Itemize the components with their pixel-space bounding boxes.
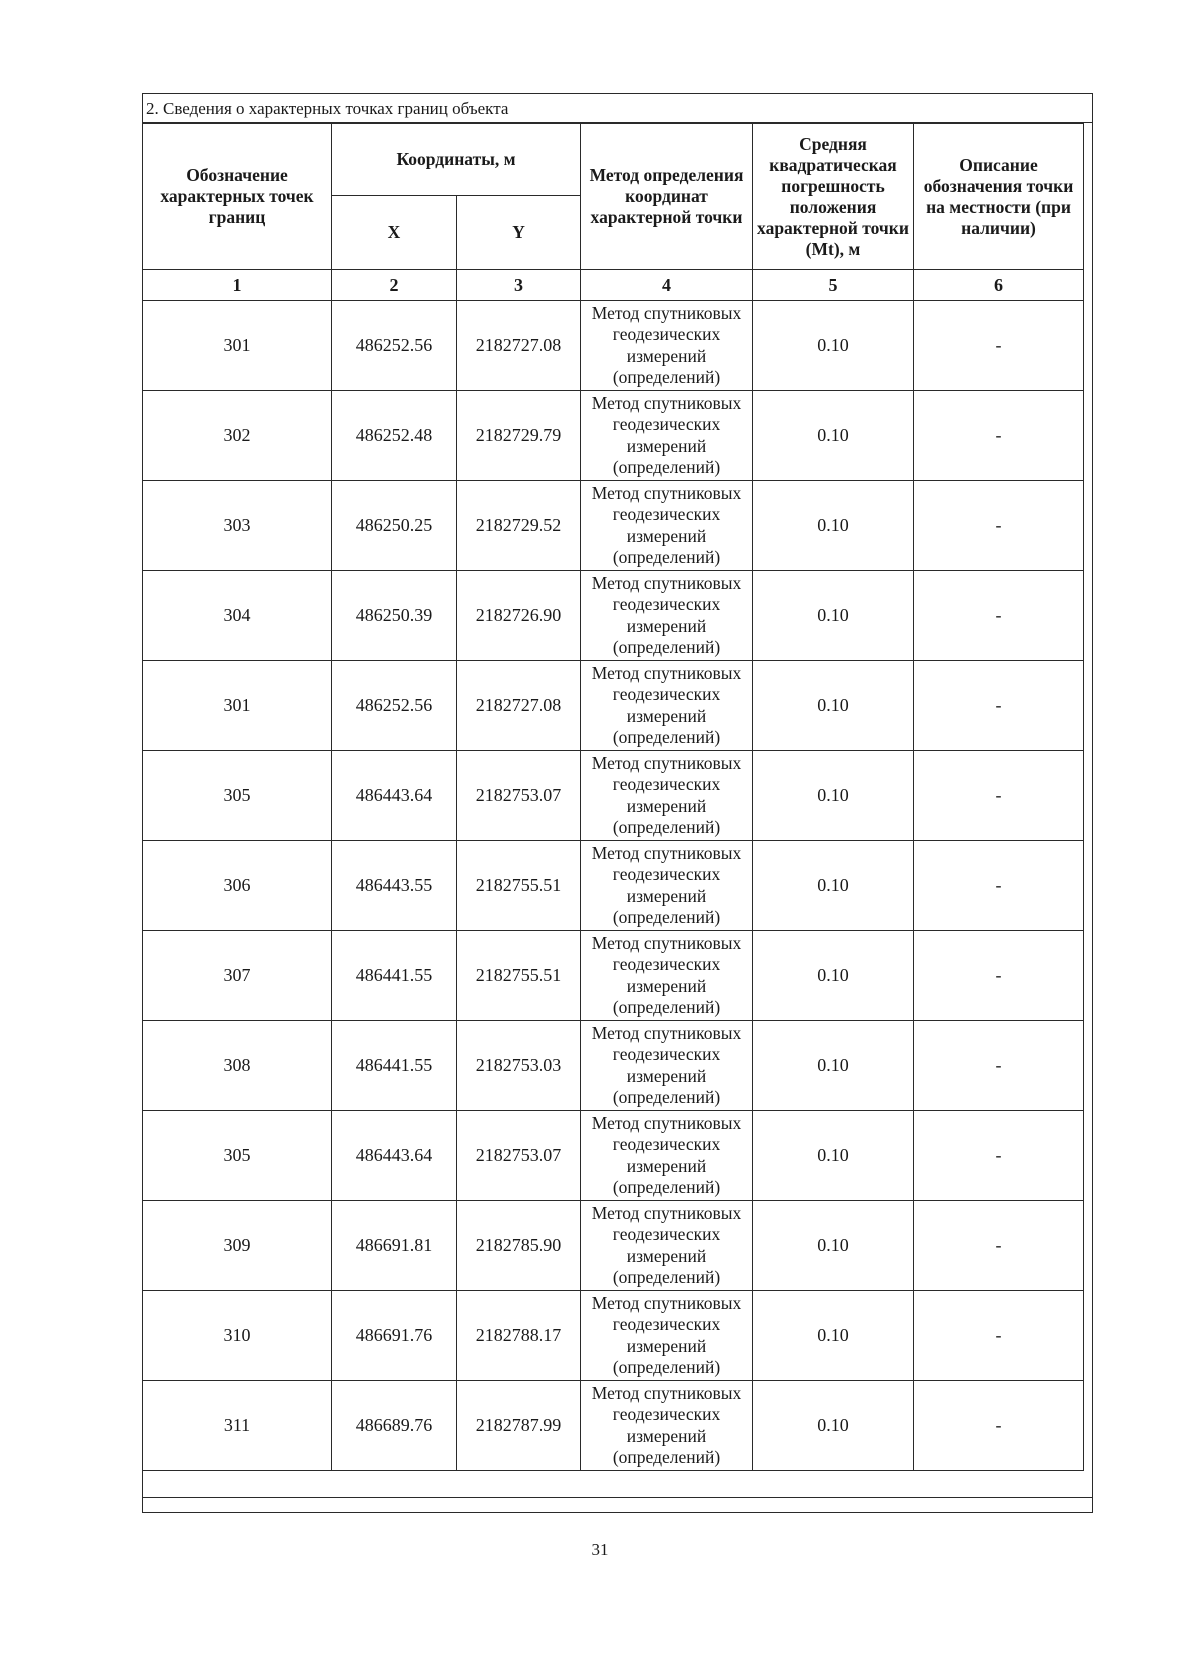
- header-error: Средняя квадратическая погрешность положения характерной точки (Mt), м: [753, 124, 914, 270]
- mt-error: 0.10: [753, 1291, 914, 1381]
- coord-y: 2182787.99: [457, 1381, 581, 1471]
- coord-y: 2182755.51: [457, 931, 581, 1021]
- method: Метод спутниковых геодезических измерений (определений): [581, 931, 753, 1021]
- mt-error: 0.10: [753, 1111, 914, 1201]
- coord-x: 486441.55: [332, 1021, 457, 1111]
- point-id: 305: [143, 751, 332, 841]
- column-numbers-row: [143, 270, 1084, 301]
- description: -: [914, 931, 1084, 1021]
- mt-error: 0.10: [753, 571, 914, 661]
- point-id: 311: [143, 1381, 332, 1471]
- boundary-points-table: [142, 123, 1084, 1471]
- method: Метод спутниковых геодезических измерений (определений): [581, 661, 753, 751]
- description: -: [914, 1021, 1084, 1111]
- header-coordinates: Координаты, м: [332, 124, 581, 196]
- header-designation: Обозначение характерных точек границ: [143, 124, 332, 270]
- column-number: 6: [914, 270, 1084, 301]
- column-number: 1: [143, 270, 332, 301]
- coord-x: 486691.76: [332, 1291, 457, 1381]
- table-row: [143, 661, 1084, 751]
- coord-y: 2182788.17: [457, 1291, 581, 1381]
- point-id: 308: [143, 1021, 332, 1111]
- table-row: [143, 571, 1084, 661]
- mt-error: 0.10: [753, 301, 914, 391]
- table-row: [143, 1291, 1084, 1381]
- table-row: [143, 931, 1084, 1021]
- table-bottom-rule: [142, 1497, 1093, 1498]
- coord-y: 2182726.90: [457, 571, 581, 661]
- coord-y: 2182753.07: [457, 751, 581, 841]
- method: Метод спутниковых геодезических измерений (определений): [581, 571, 753, 661]
- coord-x: 486252.56: [332, 301, 457, 391]
- coord-x: 486443.64: [332, 1111, 457, 1201]
- point-id: 305: [143, 1111, 332, 1201]
- coord-y: 2182755.51: [457, 841, 581, 931]
- method: Метод спутниковых геодезических измерений (определений): [581, 841, 753, 931]
- mt-error: 0.10: [753, 481, 914, 571]
- description: -: [914, 1201, 1084, 1291]
- coord-x: 486252.48: [332, 391, 457, 481]
- mt-error: 0.10: [753, 1381, 914, 1471]
- method: Метод спутниковых геодезических измерений (определений): [581, 391, 753, 481]
- mt-error: 0.10: [753, 931, 914, 1021]
- header-y: Y: [457, 196, 581, 270]
- table-row: [143, 1111, 1084, 1201]
- coord-x: 486250.39: [332, 571, 457, 661]
- table-row: [143, 1381, 1084, 1471]
- point-id: 302: [143, 391, 332, 481]
- description: -: [914, 1291, 1084, 1381]
- header-x: X: [332, 196, 457, 270]
- description: -: [914, 841, 1084, 931]
- description: -: [914, 1111, 1084, 1201]
- point-id: 303: [143, 481, 332, 571]
- method: Метод спутниковых геодезических измерений (определений): [581, 301, 753, 391]
- mt-error: 0.10: [753, 1021, 914, 1111]
- table-row: [143, 751, 1084, 841]
- coord-y: 2182729.79: [457, 391, 581, 481]
- description: -: [914, 571, 1084, 661]
- description: -: [914, 751, 1084, 841]
- point-id: 304: [143, 571, 332, 661]
- point-id: 309: [143, 1201, 332, 1291]
- coord-x: 486689.76: [332, 1381, 457, 1471]
- page-number: 31: [591, 1540, 609, 1559]
- point-id: 301: [143, 661, 332, 751]
- table-row: [143, 1021, 1084, 1111]
- table-row: [143, 391, 1084, 481]
- coord-x: 486441.55: [332, 931, 457, 1021]
- method: Метод спутниковых геодезических измерений (определений): [581, 481, 753, 571]
- point-id: 306: [143, 841, 332, 931]
- header-description: Описание обозначения точки на местности (при наличии): [914, 124, 1084, 270]
- section-title: 2. Сведения о характерных точках границ объекта: [146, 99, 509, 118]
- method: Метод спутниковых геодезических измерений (определений): [581, 1381, 753, 1471]
- coord-y: 2182753.07: [457, 1111, 581, 1201]
- coord-y: 2182727.08: [457, 661, 581, 751]
- method: Метод спутниковых геодезических измерений (определений): [581, 1201, 753, 1291]
- coord-y: 2182729.52: [457, 481, 581, 571]
- column-number: 3: [457, 270, 581, 301]
- description: -: [914, 301, 1084, 391]
- method: Метод спутниковых геодезических измерений (определений): [581, 1111, 753, 1201]
- mt-error: 0.10: [753, 661, 914, 751]
- mt-error: 0.10: [753, 1201, 914, 1291]
- column-number: 4: [581, 270, 753, 301]
- header-method: Метод определения координат характерной точки: [581, 124, 753, 270]
- mt-error: 0.10: [753, 391, 914, 481]
- coord-x: 486252.56: [332, 661, 457, 751]
- coord-y: 2182785.90: [457, 1201, 581, 1291]
- table-row: [143, 841, 1084, 931]
- point-id: 307: [143, 931, 332, 1021]
- coord-y: 2182727.08: [457, 301, 581, 391]
- coord-x: 486250.25: [332, 481, 457, 571]
- description: -: [914, 391, 1084, 481]
- table-row: [143, 481, 1084, 571]
- description: -: [914, 481, 1084, 571]
- coord-y: 2182753.03: [457, 1021, 581, 1111]
- method: Метод спутниковых геодезических измерений (определений): [581, 751, 753, 841]
- coord-x: 486691.81: [332, 1201, 457, 1291]
- table-row: [143, 301, 1084, 391]
- point-id: 310: [143, 1291, 332, 1381]
- column-number: 2: [332, 270, 457, 301]
- coord-x: 486443.64: [332, 751, 457, 841]
- mt-error: 0.10: [753, 751, 914, 841]
- method: Метод спутниковых геодезических измерений (определений): [581, 1291, 753, 1381]
- method: Метод спутниковых геодезических измерений (определений): [581, 1021, 753, 1111]
- column-number: 5: [753, 270, 914, 301]
- table-row: [143, 1201, 1084, 1291]
- point-id: 301: [143, 301, 332, 391]
- mt-error: 0.10: [753, 841, 914, 931]
- description: -: [914, 1381, 1084, 1471]
- description: -: [914, 661, 1084, 751]
- coord-x: 486443.55: [332, 841, 457, 931]
